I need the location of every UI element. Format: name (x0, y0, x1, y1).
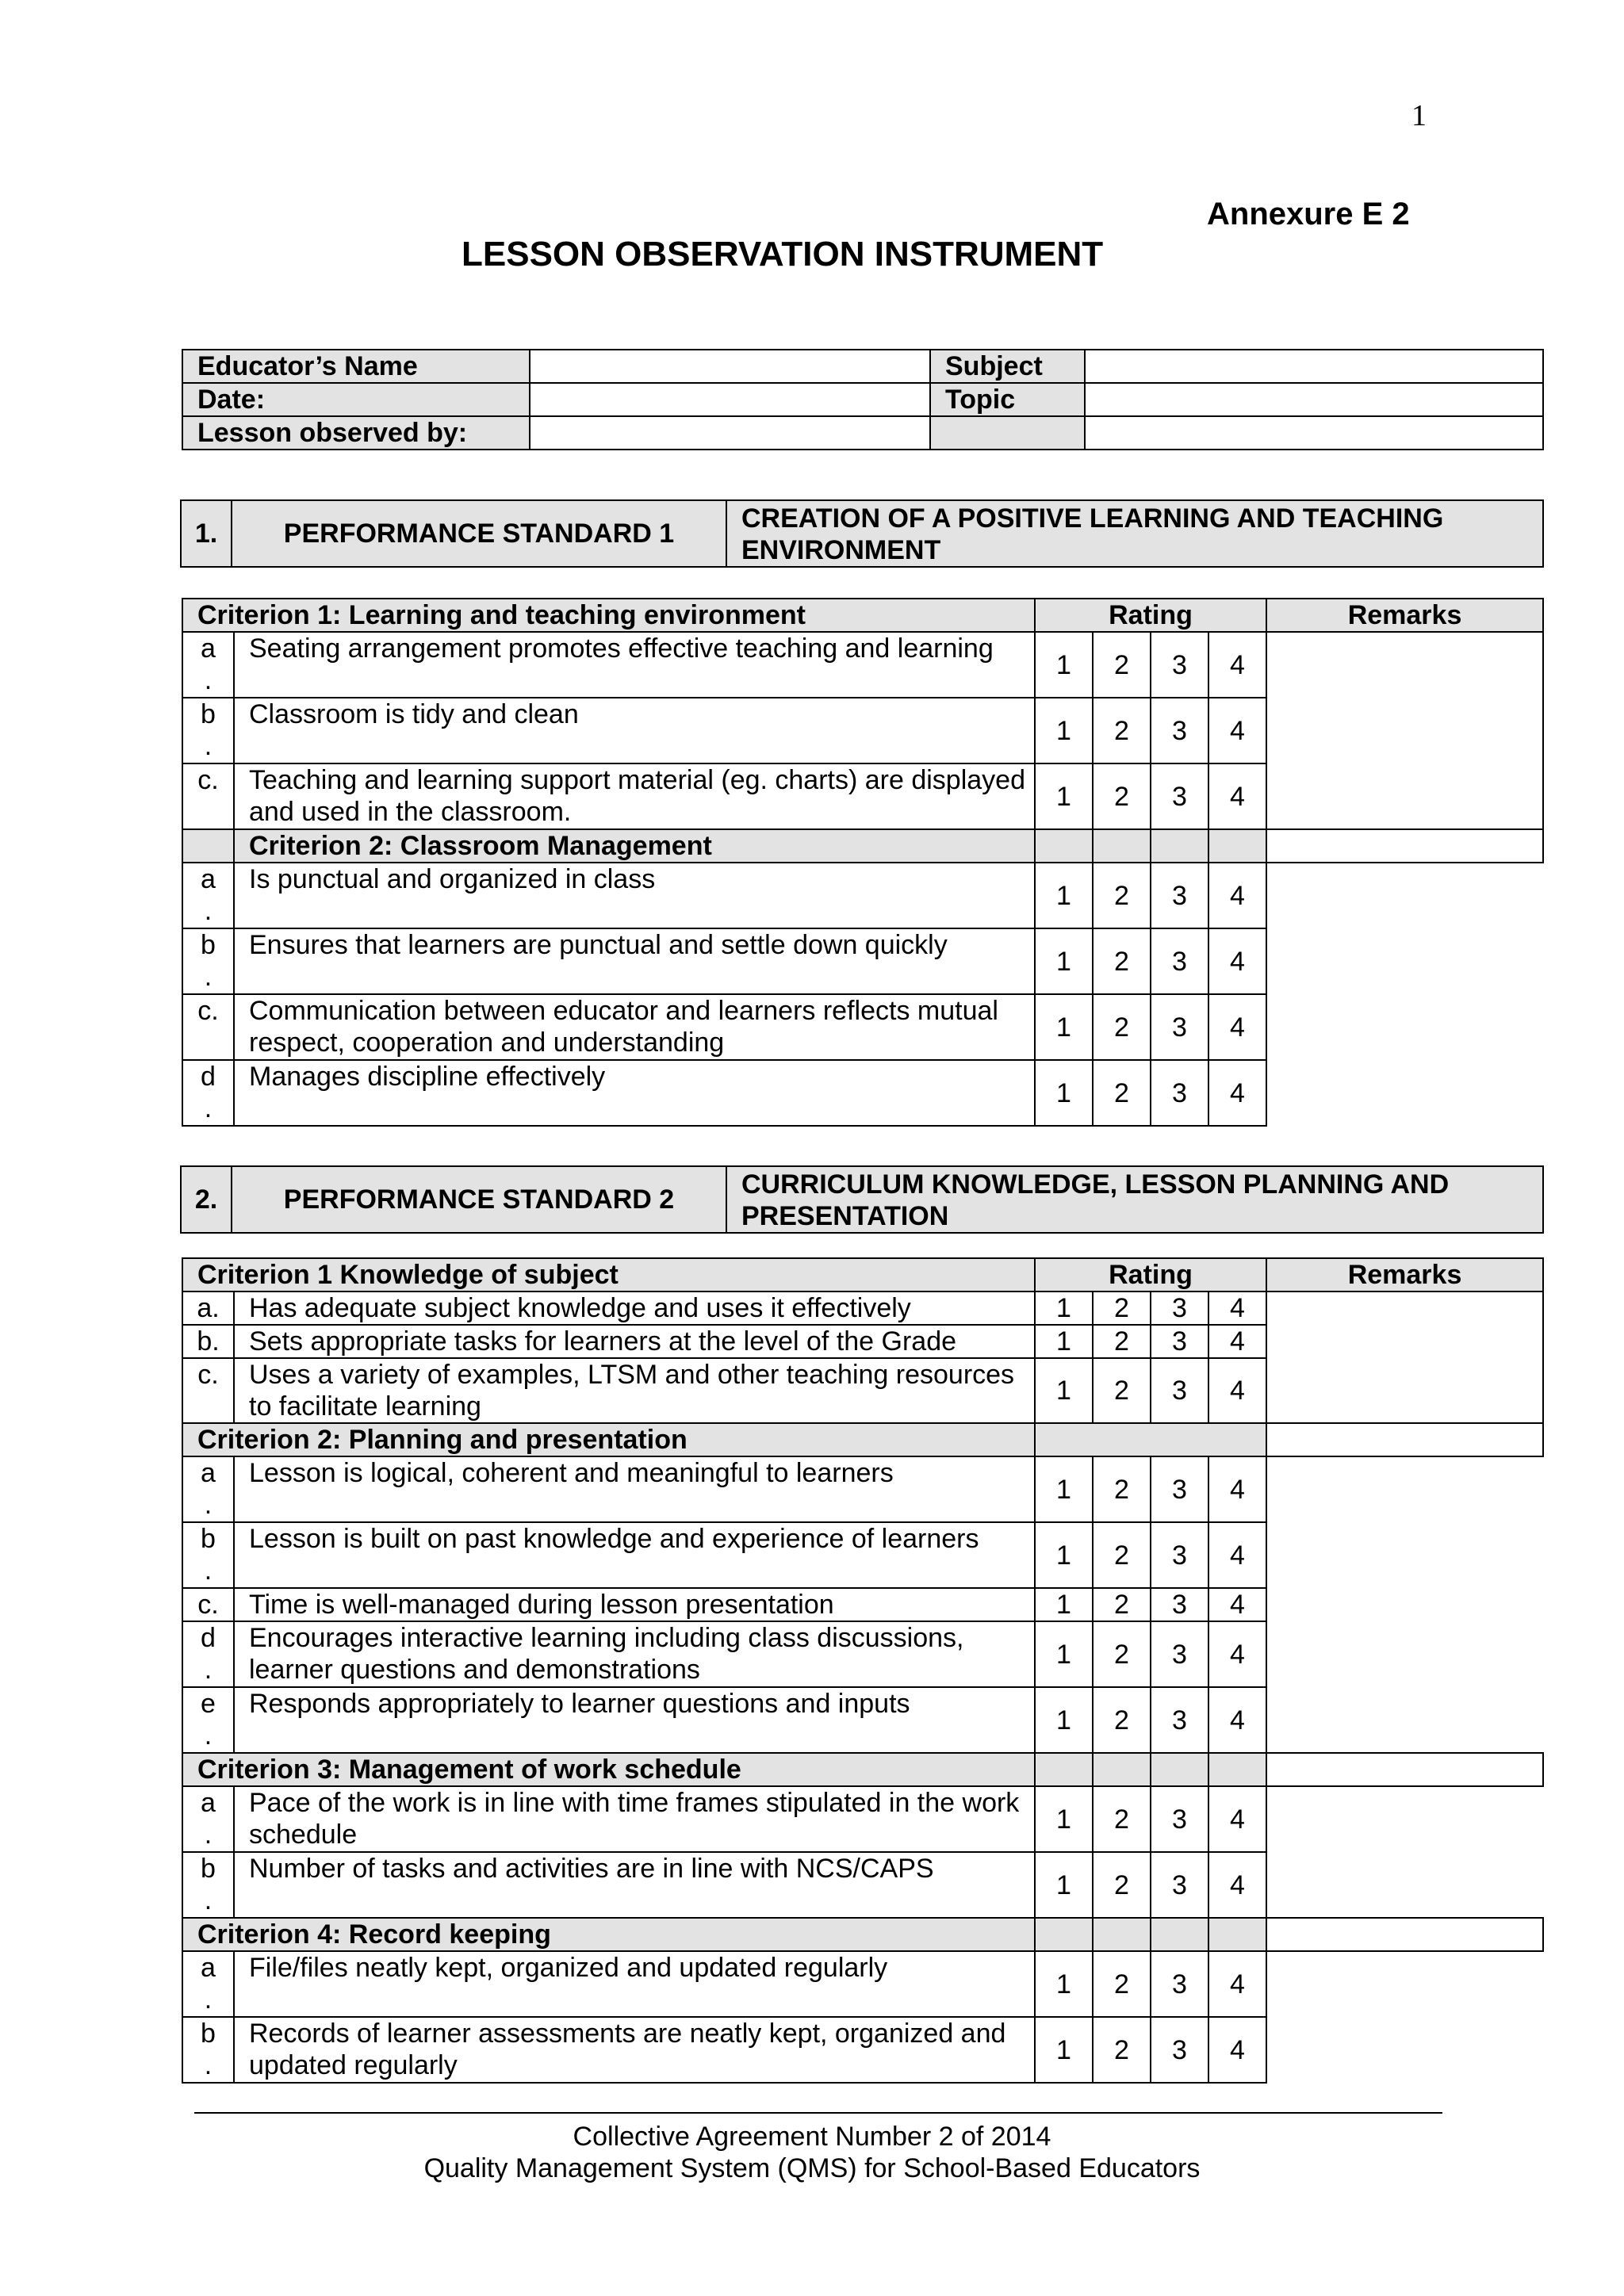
rating-option-1[interactable]: 1 (1035, 994, 1093, 1060)
t2-criterion-4-heading: Criterion 4: Record keeping (182, 1918, 1035, 1951)
rating-option-2[interactable]: 2 (1093, 1621, 1151, 1687)
item-letter: a . (182, 1786, 234, 1852)
rating-option-4[interactable]: 4 (1208, 1786, 1266, 1852)
ps2-number: 2. (181, 1166, 232, 1233)
rating-option-3[interactable]: 3 (1151, 698, 1208, 763)
observed-by-field[interactable] (530, 416, 930, 450)
t2-c3-rating-blank-4 (1208, 1753, 1266, 1786)
rating-option-3[interactable]: 3 (1151, 863, 1208, 928)
rating-option-1[interactable]: 1 (1035, 1292, 1093, 1325)
remarks-cell[interactable] (1266, 632, 1543, 829)
educator-name-field[interactable] (530, 350, 930, 383)
topic-field[interactable] (1085, 383, 1543, 416)
t1-c2-rating-blank-2 (1093, 829, 1151, 863)
item-description: Has adequate subject knowledge and uses it effectively (234, 1292, 1035, 1325)
rating-option-4[interactable]: 4 (1208, 1292, 1266, 1325)
rating-option-4[interactable]: 4 (1208, 1522, 1266, 1588)
item-letter: b . (182, 928, 234, 994)
criterion-item-row (182, 1621, 1543, 1687)
item-letter: c. (182, 763, 234, 829)
rating-option-1[interactable]: 1 (1035, 1951, 1093, 2017)
rating-option-1[interactable]: 1 (1035, 698, 1093, 763)
t2-c4-rating-blank-4 (1208, 1918, 1266, 1951)
item-letter: a . (182, 863, 234, 928)
rating-option-1[interactable]: 1 (1035, 2017, 1093, 2083)
t2-c4-rating-blank-1 (1035, 1918, 1093, 1951)
item-description: Is punctual and organized in class (234, 863, 1035, 928)
item-description: Manages discipline effectively (234, 1060, 1035, 1126)
criterion-item-row (182, 1786, 1543, 1852)
item-description: Responds appropriately to learner questions and inputs (234, 1687, 1035, 1753)
rating-option-2[interactable]: 2 (1093, 632, 1151, 698)
t2-remarks-header: Remarks (1266, 1258, 1543, 1292)
rating-option-1[interactable]: 1 (1035, 1588, 1093, 1621)
rating-option-1[interactable]: 1 (1035, 928, 1093, 994)
rating-option-4[interactable]: 4 (1208, 928, 1266, 994)
t2-c3-remarks-cell[interactable] (1266, 1753, 1543, 1786)
item-description: Classroom is tidy and clean (234, 698, 1035, 763)
rating-option-4[interactable]: 4 (1208, 763, 1266, 829)
rating-option-2[interactable]: 2 (1093, 1588, 1151, 1621)
item-letter: d . (182, 1621, 234, 1687)
rating-option-4[interactable]: 4 (1208, 994, 1266, 1060)
subject-label: Subject (930, 350, 1085, 383)
rating-option-2[interactable]: 2 (1093, 863, 1151, 928)
t2-c2-remarks-cell[interactable] (1266, 1423, 1543, 1456)
rating-option-3[interactable]: 3 (1151, 632, 1208, 698)
t2-c4-remarks-cell[interactable] (1266, 1918, 1543, 1951)
criterion-item-row (182, 1060, 1543, 1126)
t1-rating-header: Rating (1035, 599, 1266, 632)
footer-line-1: Collective Agreement Number 2 of 2014 (573, 2122, 1051, 2152)
item-description: Pace of the work is in line with time frames stipulated in the work schedule (234, 1786, 1035, 1852)
rating-option-1[interactable]: 1 (1035, 1060, 1093, 1126)
criterion-item-row (182, 1292, 1543, 1325)
item-letter: c. (182, 1358, 234, 1423)
item-description: File/files neatly kept, organized and updated regularly (234, 1951, 1035, 2017)
info-blank-cell (930, 416, 1085, 450)
item-letter: a . (182, 1456, 234, 1522)
rating-option-2[interactable]: 2 (1093, 1786, 1151, 1852)
criterion-item-row (182, 863, 1543, 928)
rating-option-4[interactable]: 4 (1208, 863, 1266, 928)
criterion-item-row (182, 2017, 1543, 2083)
item-letter: d . (182, 1060, 234, 1126)
rating-option-2[interactable]: 2 (1093, 1852, 1151, 1918)
criterion-item-row (182, 1522, 1543, 1588)
item-description: Teaching and learning support material (eg. charts) are displayed and used in the classroom. (234, 763, 1035, 829)
rating-option-3[interactable]: 3 (1151, 1292, 1208, 1325)
remarks-cell[interactable] (1266, 1292, 1543, 1423)
t2-c4-rating-blank-3 (1151, 1918, 1208, 1951)
rating-option-1[interactable]: 1 (1035, 763, 1093, 829)
rating-option-2[interactable]: 2 (1093, 698, 1151, 763)
footer-divider (194, 2112, 1442, 2114)
rating-option-4[interactable]: 4 (1208, 1358, 1266, 1423)
rating-option-1[interactable]: 1 (1035, 1522, 1093, 1588)
t1-c2-letter-blank (182, 829, 234, 863)
criterion-item-row (182, 1687, 1543, 1753)
rating-option-2[interactable]: 2 (1093, 1687, 1151, 1753)
ps2-label: PERFORMANCE STANDARD 2 (232, 1166, 726, 1233)
date-field[interactable] (530, 383, 930, 416)
t2-c3-rating-blank-1 (1035, 1753, 1093, 1786)
rating-option-1[interactable]: 1 (1035, 632, 1093, 698)
rating-option-4[interactable]: 4 (1208, 1687, 1266, 1753)
item-letter: b. (182, 1325, 234, 1358)
performance-standard-1 (180, 499, 1544, 568)
rating-option-4[interactable]: 4 (1208, 1456, 1266, 1522)
rating-option-1[interactable]: 1 (1035, 1456, 1093, 1522)
rating-option-2[interactable]: 2 (1093, 1292, 1151, 1325)
item-description: Ensures that learners are punctual and settle down quickly (234, 928, 1035, 994)
item-letter: b . (182, 1522, 234, 1588)
date-label: Date: (182, 383, 530, 416)
item-letter: b . (182, 1852, 234, 1918)
rating-option-2[interactable]: 2 (1093, 1325, 1151, 1358)
t1-remarks-header: Remarks (1266, 599, 1543, 632)
rating-option-4[interactable]: 4 (1208, 1588, 1266, 1621)
rating-option-3[interactable]: 3 (1151, 1522, 1208, 1588)
item-description: Records of learner assessments are neatly kept, organized and updated regularly (234, 2017, 1035, 2083)
page-title: LESSON OBSERVATION INSTRUMENT (462, 235, 1104, 274)
annexure-label: Annexure E 2 (1207, 197, 1410, 232)
rating-option-4[interactable]: 4 (1208, 1621, 1266, 1687)
rating-option-3[interactable]: 3 (1151, 1358, 1208, 1423)
rating-option-4[interactable]: 4 (1208, 1060, 1266, 1126)
item-letter: a . (182, 632, 234, 698)
rating-option-2[interactable]: 2 (1093, 994, 1151, 1060)
criterion-item-row (182, 1456, 1543, 1522)
rating-option-2[interactable]: 2 (1093, 1358, 1151, 1423)
item-description: Lesson is logical, coherent and meaningful to learners (234, 1456, 1035, 1522)
item-description: Time is well-managed during lesson presentation (234, 1588, 1035, 1621)
t2-c2-rating-blank (1035, 1423, 1266, 1456)
t1-c2-rating-blank-4 (1208, 829, 1266, 863)
item-description: Communication between educator and learners reflects mutual respect, cooperation and understanding (234, 994, 1035, 1060)
subject-field[interactable] (1085, 350, 1543, 383)
topic-label: Topic (930, 383, 1085, 416)
educator-name-label: Educator’s Name (182, 350, 530, 383)
criterion-item-row (182, 1951, 1543, 2017)
rating-option-4[interactable]: 4 (1208, 2017, 1266, 2083)
rating-option-4[interactable]: 4 (1208, 1951, 1266, 2017)
ps2-criteria-table (182, 1257, 1544, 2084)
rating-option-3[interactable]: 3 (1151, 994, 1208, 1060)
rating-option-1[interactable]: 1 (1035, 1358, 1093, 1423)
rating-option-4[interactable]: 4 (1208, 698, 1266, 763)
rating-option-3[interactable]: 3 (1151, 1060, 1208, 1126)
educator-info-table (182, 349, 1544, 450)
item-description: Seating arrangement promotes effective teaching and learning (234, 632, 1035, 698)
t1-c2-rating-blank-1 (1035, 829, 1093, 863)
rating-option-3[interactable]: 3 (1151, 928, 1208, 994)
item-letter: a . (182, 1951, 234, 2017)
item-letter: b . (182, 698, 234, 763)
rating-option-3[interactable]: 3 (1151, 763, 1208, 829)
rating-option-4[interactable]: 4 (1208, 1852, 1266, 1918)
footer-line-2: Quality Management System (QMS) for School-Based Educators (423, 2153, 1201, 2183)
item-description: Number of tasks and activities are in line with NCS/CAPS (234, 1852, 1035, 1918)
ps1-criteria-table (182, 598, 1544, 1127)
item-description: Uses a variety of examples, LTSM and other teaching resources to facilitate learning (234, 1358, 1035, 1423)
rating-option-3[interactable]: 3 (1151, 1621, 1208, 1687)
rating-option-3[interactable]: 3 (1151, 1325, 1208, 1358)
rating-option-3[interactable]: 3 (1151, 1852, 1208, 1918)
item-description: Encourages interactive learning including class discussions, learner questions and demonstrations (234, 1621, 1035, 1687)
rating-option-4[interactable]: 4 (1208, 632, 1266, 698)
rating-option-4[interactable]: 4 (1208, 1325, 1266, 1358)
item-letter: a. (182, 1292, 234, 1325)
rating-option-2[interactable]: 2 (1093, 763, 1151, 829)
rating-option-1[interactable]: 1 (1035, 1687, 1093, 1753)
rating-option-3[interactable]: 3 (1151, 1687, 1208, 1753)
rating-option-1[interactable]: 1 (1035, 1786, 1093, 1852)
item-description: Sets appropriate tasks for learners at the level of the Grade (234, 1325, 1035, 1358)
rating-option-3[interactable]: 3 (1151, 1951, 1208, 2017)
rating-option-3[interactable]: 3 (1151, 1588, 1208, 1621)
rating-option-1[interactable]: 1 (1035, 1325, 1093, 1358)
t1-criterion-2-heading: Criterion 2: Classroom Management (234, 829, 1035, 863)
item-letter: c. (182, 1588, 234, 1621)
criterion-item-row (182, 1588, 1543, 1621)
rating-option-3[interactable]: 3 (1151, 1786, 1208, 1852)
info-blank-field[interactable] (1085, 416, 1543, 450)
t2-c3-rating-blank-2 (1093, 1753, 1151, 1786)
rating-option-3[interactable]: 3 (1151, 2017, 1208, 2083)
t1-c2-rating-blank-3 (1151, 829, 1208, 863)
t2-rating-header: Rating (1035, 1258, 1266, 1292)
rating-option-2[interactable]: 2 (1093, 1060, 1151, 1126)
rating-option-2[interactable]: 2 (1093, 928, 1151, 994)
item-letter: e . (182, 1687, 234, 1753)
ps1-title: CREATION OF A POSITIVE LEARNING AND TEACHING ENVIRONMENT (726, 500, 1543, 567)
rating-option-1[interactable]: 1 (1035, 1852, 1093, 1918)
ps1-number: 1. (181, 500, 232, 567)
t2-criterion-2-heading: Criterion 2: Planning and presentation (182, 1423, 1035, 1456)
rating-option-2[interactable]: 2 (1093, 1522, 1151, 1588)
t2-c4-rating-blank-2 (1093, 1918, 1151, 1951)
criterion-item-row (182, 994, 1543, 1060)
item-letter: c. (182, 994, 234, 1060)
t1-c2-remarks-cell[interactable] (1266, 829, 1543, 863)
observed-by-label: Lesson observed by: (182, 416, 530, 450)
page-number: 1 (1411, 99, 1427, 132)
rating-option-3[interactable]: 3 (1151, 1456, 1208, 1522)
t2-criterion-1-heading: Criterion 1 Knowledge of subject (182, 1258, 1035, 1292)
item-letter: b . (182, 2017, 234, 2083)
criterion-item-row (182, 632, 1543, 698)
t1-criterion-1-heading: Criterion 1: Learning and teaching environment (182, 599, 1035, 632)
ps1-label: PERFORMANCE STANDARD 1 (232, 500, 726, 567)
t2-criterion-3-heading: Criterion 3: Management of work schedule (182, 1753, 1035, 1786)
rating-option-2[interactable]: 2 (1093, 1951, 1151, 2017)
rating-option-1[interactable]: 1 (1035, 1621, 1093, 1687)
ps2-title: CURRICULUM KNOWLEDGE, LESSON PLANNING AND PRESENTATION (726, 1166, 1543, 1233)
rating-option-2[interactable]: 2 (1093, 2017, 1151, 2083)
criterion-item-row (182, 928, 1543, 994)
criterion-item-row (182, 1852, 1543, 1918)
item-description: Lesson is built on past knowledge and experience of learners (234, 1522, 1035, 1588)
rating-option-2[interactable]: 2 (1093, 1456, 1151, 1522)
rating-option-1[interactable]: 1 (1035, 863, 1093, 928)
t2-c3-rating-blank-3 (1151, 1753, 1208, 1786)
performance-standard-2 (180, 1165, 1544, 1234)
